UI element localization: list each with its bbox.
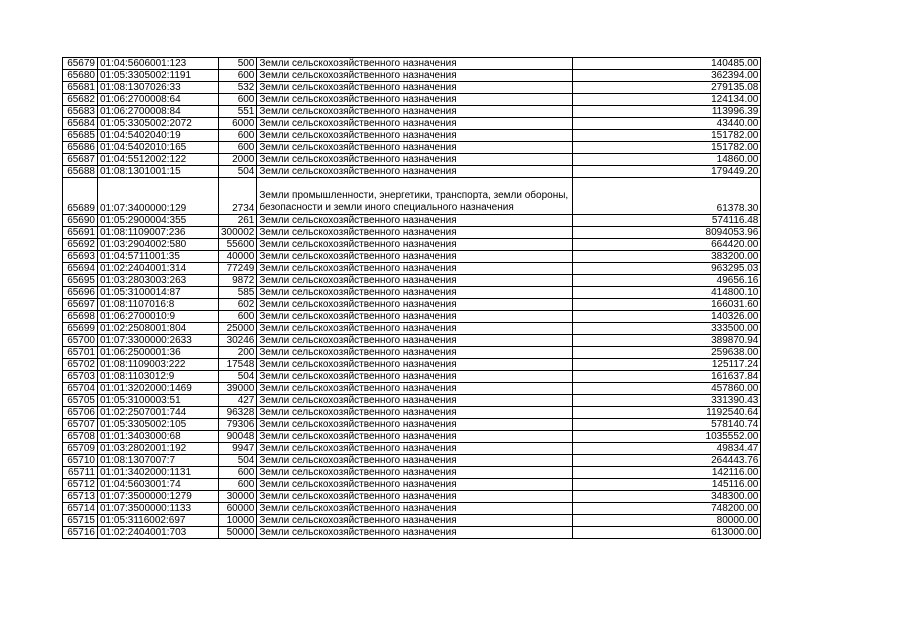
table-row (63, 58, 761, 70)
row-number-cell: 65689 (63, 178, 98, 215)
land-category-cell: Земли сельскохозяйственного назначения (257, 263, 573, 275)
table-row (63, 407, 761, 419)
value-cell: 279135.08 (573, 82, 761, 94)
land-category-cell: Земли сельскохозяйственного назначения (257, 311, 573, 323)
area-cell: 427 (219, 395, 257, 407)
land-category-cell: Земли сельскохозяйственного назначения (257, 335, 573, 347)
table-row (63, 142, 761, 154)
cadastral-number-cell: 01:07:3500000:1279 (98, 491, 219, 503)
land-category-cell: Земли сельскохозяйственного назначения (257, 287, 573, 299)
area-cell: 50000 (219, 527, 257, 539)
table-row (63, 395, 761, 407)
value-cell: 145116.00 (573, 479, 761, 491)
value-cell: 140485.00 (573, 58, 761, 70)
row-number-cell: 65708 (63, 431, 98, 443)
area-cell: 504 (219, 455, 257, 467)
row-number-cell: 65710 (63, 455, 98, 467)
row-number-cell: 65694 (63, 263, 98, 275)
row-number-cell: 65690 (63, 215, 98, 227)
value-cell: 348300.00 (573, 491, 761, 503)
table-row (63, 227, 761, 239)
cadastral-number-cell: 01:08:1107016:8 (98, 299, 219, 311)
value-cell: 166031.60 (573, 299, 761, 311)
row-number-cell: 65691 (63, 227, 98, 239)
area-cell: 300002 (219, 227, 257, 239)
area-cell: 600 (219, 467, 257, 479)
row-number-cell: 65685 (63, 130, 98, 142)
land-category-cell: Земли сельскохозяйственного назначения (257, 443, 573, 455)
table-row (63, 166, 761, 178)
land-category-cell: Земли сельскохозяйственного назначения (257, 82, 573, 94)
land-category-cell: Земли сельскохозяйственного назначения (257, 299, 573, 311)
table-row (63, 527, 761, 539)
area-cell: 9947 (219, 443, 257, 455)
cadastral-number-cell: 01:08:1301001:15 (98, 166, 219, 178)
land-plots-table (62, 57, 761, 539)
row-number-cell: 65692 (63, 239, 98, 251)
land-category-cell: Земли сельскохозяйственного назначения (257, 479, 573, 491)
row-number-cell: 65683 (63, 106, 98, 118)
table-row (63, 515, 761, 527)
area-cell: 602 (219, 299, 257, 311)
land-category-cell: Земли сельскохозяйственного назначения (257, 154, 573, 166)
row-number-cell: 65700 (63, 335, 98, 347)
value-cell: 142116.00 (573, 467, 761, 479)
row-number-cell: 65705 (63, 395, 98, 407)
table-row (63, 419, 761, 431)
land-category-cell: Земли сельскохозяйственного назначения (257, 58, 573, 70)
area-cell: 600 (219, 130, 257, 142)
cadastral-number-cell: 01:08:1109007:236 (98, 227, 219, 239)
value-cell: 61378.30 (573, 178, 761, 215)
value-cell: 151782.00 (573, 130, 761, 142)
row-number-cell: 65693 (63, 251, 98, 263)
row-number-cell: 65702 (63, 359, 98, 371)
land-category-cell: Земли сельскохозяйственного назначения (257, 142, 573, 154)
cadastral-number-cell: 01:07:3300000:2633 (98, 335, 219, 347)
cadastral-number-cell: 01:01:3402000:1131 (98, 467, 219, 479)
land-category-cell: Земли сельскохозяйственного назначения (257, 130, 573, 142)
area-cell: 30246 (219, 335, 257, 347)
table-row (63, 178, 761, 215)
cadastral-number-cell: 01:07:3400000:129 (98, 178, 219, 215)
area-cell: 551 (219, 106, 257, 118)
value-cell: 14860.00 (573, 154, 761, 166)
land-category-cell: Земли сельскохозяйственного назначения (257, 227, 573, 239)
value-cell: 333500.00 (573, 323, 761, 335)
land-category-cell: Земли промышленности, энергетики, транспорта, земли обороны, безопасности и земли иного специального назначения (257, 178, 573, 215)
land-category-cell: Земли сельскохозяйственного назначения (257, 106, 573, 118)
value-cell: 8094053.96 (573, 227, 761, 239)
table-row (63, 299, 761, 311)
row-number-cell: 65686 (63, 142, 98, 154)
land-category-cell: Земли сельскохозяйственного назначения (257, 431, 573, 443)
land-category-cell: Земли сельскохозяйственного назначения (257, 395, 573, 407)
area-cell: 600 (219, 70, 257, 82)
area-cell: 40000 (219, 251, 257, 263)
table-row (63, 70, 761, 82)
value-cell: 414800.10 (573, 287, 761, 299)
value-cell: 113996.39 (573, 106, 761, 118)
value-cell: 331390.43 (573, 395, 761, 407)
area-cell: 600 (219, 479, 257, 491)
row-number-cell: 65699 (63, 323, 98, 335)
table-row (63, 82, 761, 94)
area-cell: 96328 (219, 407, 257, 419)
value-cell: 748200.00 (573, 503, 761, 515)
row-number-cell: 65716 (63, 527, 98, 539)
land-category-cell: Земли сельскохозяйственного назначения (257, 118, 573, 130)
area-cell: 10000 (219, 515, 257, 527)
land-category-cell: Земли сельскохозяйственного назначения (257, 166, 573, 178)
table-row (63, 263, 761, 275)
row-number-cell: 65697 (63, 299, 98, 311)
area-cell: 2000 (219, 154, 257, 166)
cadastral-number-cell: 01:02:2508001:804 (98, 323, 219, 335)
value-cell: 1192540.64 (573, 407, 761, 419)
land-category-cell: Земли сельскохозяйственного назначения (257, 515, 573, 527)
table-row (63, 371, 761, 383)
table-row (63, 311, 761, 323)
cadastral-number-cell: 01:02:2404001:703 (98, 527, 219, 539)
value-cell: 43440.00 (573, 118, 761, 130)
cadastral-number-cell: 01:08:1307026:33 (98, 82, 219, 94)
land-category-cell: Земли сельскохозяйственного назначения (257, 491, 573, 503)
row-number-cell: 65679 (63, 58, 98, 70)
row-number-cell: 65695 (63, 275, 98, 287)
area-cell: 600 (219, 94, 257, 106)
row-number-cell: 65713 (63, 491, 98, 503)
value-cell: 264443.76 (573, 455, 761, 467)
area-cell: 39000 (219, 383, 257, 395)
row-number-cell: 65711 (63, 467, 98, 479)
table-row (63, 347, 761, 359)
value-cell: 664420.00 (573, 239, 761, 251)
value-cell: 161637.84 (573, 371, 761, 383)
cadastral-number-cell: 01:05:3305002:105 (98, 419, 219, 431)
area-cell: 77249 (219, 263, 257, 275)
land-category-cell: Земли сельскохозяйственного назначения (257, 94, 573, 106)
cadastral-number-cell: 01:04:5603001:74 (98, 479, 219, 491)
table-body (63, 58, 761, 539)
table-row (63, 359, 761, 371)
area-cell: 532 (219, 82, 257, 94)
cadastral-number-cell: 01:05:3100014:87 (98, 287, 219, 299)
value-cell: 578140.74 (573, 419, 761, 431)
value-cell: 179449.20 (573, 166, 761, 178)
table-row (63, 215, 761, 227)
area-cell: 6000 (219, 118, 257, 130)
table-row (63, 130, 761, 142)
row-number-cell: 65682 (63, 94, 98, 106)
area-cell: 25000 (219, 323, 257, 335)
land-category-cell: Земли сельскохозяйственного назначения (257, 503, 573, 515)
cadastral-number-cell: 01:07:3500000:1133 (98, 503, 219, 515)
land-category-cell: Земли сельскохозяйственного назначения (257, 323, 573, 335)
row-number-cell: 65712 (63, 479, 98, 491)
land-category-cell: Земли сельскохозяйственного назначения (257, 527, 573, 539)
area-cell: 79306 (219, 419, 257, 431)
value-cell: 49656.16 (573, 275, 761, 287)
value-cell: 125117.24 (573, 359, 761, 371)
row-number-cell: 65714 (63, 503, 98, 515)
area-cell: 60000 (219, 503, 257, 515)
area-cell: 504 (219, 166, 257, 178)
row-number-cell: 65703 (63, 371, 98, 383)
cadastral-number-cell: 01:01:3202000:1469 (98, 383, 219, 395)
land-category-cell: Земли сельскохозяйственного назначения (257, 239, 573, 251)
row-number-cell: 65684 (63, 118, 98, 130)
row-number-cell: 65696 (63, 287, 98, 299)
table-row (63, 118, 761, 130)
row-number-cell: 65706 (63, 407, 98, 419)
value-cell: 151782.00 (573, 142, 761, 154)
cadastral-number-cell: 01:05:2900004:355 (98, 215, 219, 227)
value-cell: 613000.00 (573, 527, 761, 539)
cadastral-number-cell: 01:05:3305002:2072 (98, 118, 219, 130)
table-row (63, 383, 761, 395)
table-row (63, 239, 761, 251)
land-category-cell: Земли сельскохозяйственного назначения (257, 455, 573, 467)
table-row (63, 479, 761, 491)
value-cell: 574116.48 (573, 215, 761, 227)
row-number-cell: 65680 (63, 70, 98, 82)
cadastral-number-cell: 01:02:2404001:314 (98, 263, 219, 275)
cadastral-number-cell: 01:06:2700008:84 (98, 106, 219, 118)
cadastral-number-cell: 01:08:1103012:9 (98, 371, 219, 383)
table-row (63, 431, 761, 443)
table-row (63, 251, 761, 263)
table-row (63, 455, 761, 467)
area-cell: 30000 (219, 491, 257, 503)
table-row (63, 287, 761, 299)
cadastral-number-cell: 01:04:5606001:123 (98, 58, 219, 70)
value-cell: 389870.94 (573, 335, 761, 347)
area-cell: 200 (219, 347, 257, 359)
table-row (63, 154, 761, 166)
value-cell: 383200.00 (573, 251, 761, 263)
area-cell: 261 (219, 215, 257, 227)
land-category-cell: Земли сельскохозяйственного назначения (257, 407, 573, 419)
table-row (63, 467, 761, 479)
value-cell: 362394.00 (573, 70, 761, 82)
area-cell: 600 (219, 142, 257, 154)
area-cell: 90048 (219, 431, 257, 443)
cadastral-number-cell: 01:04:5402010:165 (98, 142, 219, 154)
cadastral-number-cell: 01:03:2803003:263 (98, 275, 219, 287)
cadastral-number-cell: 01:03:2802001:192 (98, 443, 219, 455)
cadastral-number-cell: 01:03:2904002:580 (98, 239, 219, 251)
row-number-cell: 65704 (63, 383, 98, 395)
cadastral-number-cell: 01:05:3305002:1191 (98, 70, 219, 82)
row-number-cell: 65701 (63, 347, 98, 359)
row-number-cell: 65707 (63, 419, 98, 431)
land-category-cell: Земли сельскохозяйственного назначения (257, 359, 573, 371)
row-number-cell: 65715 (63, 515, 98, 527)
area-cell: 585 (219, 287, 257, 299)
value-cell: 140326.00 (573, 311, 761, 323)
row-number-cell: 65698 (63, 311, 98, 323)
value-cell: 124134.00 (573, 94, 761, 106)
row-number-cell: 65688 (63, 166, 98, 178)
table-row (63, 503, 761, 515)
row-number-cell: 65709 (63, 443, 98, 455)
row-number-cell: 65687 (63, 154, 98, 166)
area-cell: 504 (219, 371, 257, 383)
cadastral-number-cell: 01:05:3100003:51 (98, 395, 219, 407)
cadastral-number-cell: 01:06:2700008:64 (98, 94, 219, 106)
cadastral-number-cell: 01:08:1109003:222 (98, 359, 219, 371)
area-cell: 55600 (219, 239, 257, 251)
cadastral-number-cell: 01:05:3116002:697 (98, 515, 219, 527)
land-category-cell: Земли сельскохозяйственного назначения (257, 275, 573, 287)
cadastral-number-cell: 01:02:2507001:744 (98, 407, 219, 419)
table-row (63, 491, 761, 503)
table-row (63, 335, 761, 347)
land-category-cell: Земли сельскохозяйственного назначения (257, 70, 573, 82)
cadastral-number-cell: 01:04:5402040:19 (98, 130, 219, 142)
land-category-cell: Земли сельскохозяйственного назначения (257, 419, 573, 431)
table-row (63, 323, 761, 335)
area-cell: 500 (219, 58, 257, 70)
row-number-cell: 65681 (63, 82, 98, 94)
land-category-cell: Земли сельскохозяйственного назначения (257, 347, 573, 359)
table-row (63, 443, 761, 455)
land-category-cell: Земли сельскохозяйственного назначения (257, 383, 573, 395)
area-cell: 9872 (219, 275, 257, 287)
value-cell: 80000.00 (573, 515, 761, 527)
value-cell: 457860.00 (573, 383, 761, 395)
land-category-cell: Земли сельскохозяйственного назначения (257, 251, 573, 263)
cadastral-number-cell: 01:04:5711001:35 (98, 251, 219, 263)
value-cell: 49834.47 (573, 443, 761, 455)
land-category-cell: Земли сельскохозяйственного назначения (257, 215, 573, 227)
area-cell: 600 (219, 311, 257, 323)
land-category-cell: Земли сельскохозяйственного назначения (257, 467, 573, 479)
area-cell: 2734 (219, 178, 257, 215)
table-row (63, 275, 761, 287)
cadastral-number-cell: 01:08:1307007:7 (98, 455, 219, 467)
area-cell: 17548 (219, 359, 257, 371)
value-cell: 963295.03 (573, 263, 761, 275)
table-row (63, 106, 761, 118)
cadastral-number-cell: 01:01:3403000:68 (98, 431, 219, 443)
value-cell: 1035552.00 (573, 431, 761, 443)
cadastral-number-cell: 01:06:2500001:36 (98, 347, 219, 359)
land-category-cell: Земли сельскохозяйственного назначения (257, 371, 573, 383)
table-row (63, 94, 761, 106)
value-cell: 259638.00 (573, 347, 761, 359)
cadastral-number-cell: 01:06:2700010:9 (98, 311, 219, 323)
cadastral-number-cell: 01:04:5512002:122 (98, 154, 219, 166)
